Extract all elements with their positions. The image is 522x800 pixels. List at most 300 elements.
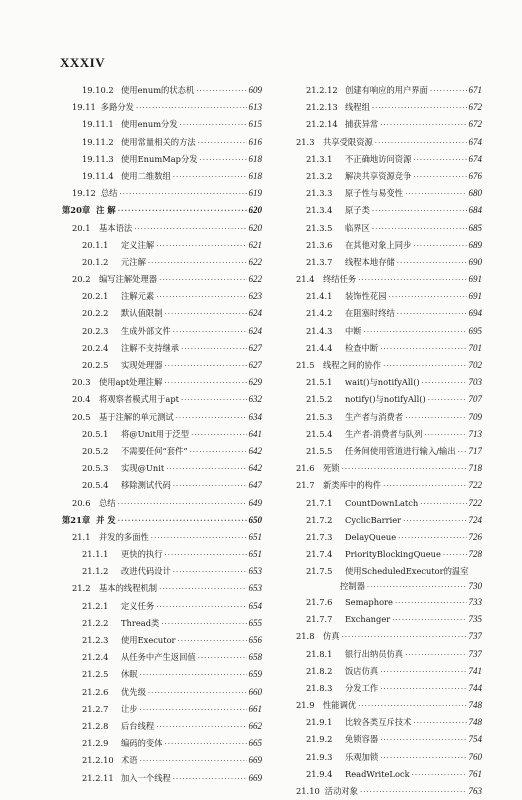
toc-entry-number: 20.5 bbox=[72, 411, 91, 422]
toc-entry-number: 21.2.14 bbox=[306, 119, 338, 130]
toc-subsection-entry bbox=[62, 666, 262, 683]
toc-entry-page: 676 bbox=[468, 170, 482, 181]
toc-entry-page: 651 bbox=[248, 531, 262, 542]
dot-leader bbox=[198, 650, 247, 666]
toc-subsection-entry bbox=[62, 735, 262, 752]
toc-entry-page: 680 bbox=[468, 188, 482, 199]
dot-leader bbox=[165, 736, 247, 752]
toc-subsection-entry bbox=[286, 288, 482, 305]
toc-entry-number: 19.10.2 bbox=[82, 85, 114, 95]
toc-entry-page: 642 bbox=[248, 445, 262, 456]
toc-section-entry bbox=[286, 357, 482, 374]
toc-entry-number: 21.2.9 bbox=[82, 738, 109, 749]
toc-entry-number: 20.5.4 bbox=[82, 480, 109, 491]
dot-leader bbox=[405, 186, 466, 202]
toc-entry-title: Semaphore bbox=[345, 596, 393, 607]
toc-entry-number: 21.8.3 bbox=[306, 682, 333, 693]
toc-entry-title: 使用ScheduledExecutor的温室 bbox=[345, 566, 469, 577]
toc-right-column bbox=[286, 82, 482, 800]
toc-section-entry bbox=[286, 271, 482, 288]
toc-entry-title: CyclicBarrier bbox=[345, 514, 402, 525]
toc-entry-title: notify()与notifyAll() bbox=[345, 394, 426, 405]
dot-leader bbox=[176, 410, 247, 426]
toc-subsection-entry bbox=[62, 718, 262, 735]
toc-entry-number: 21.4.1 bbox=[306, 291, 333, 302]
toc-subsection-entry bbox=[286, 714, 482, 731]
dot-leader bbox=[413, 715, 466, 731]
toc-entry-number: 21.9 bbox=[296, 700, 315, 711]
toc-entry-number: 21.7.6 bbox=[306, 596, 333, 607]
toc-entry-title: 将观察者模式用于apt bbox=[99, 394, 179, 405]
toc-entry-title: 使用Executor bbox=[121, 635, 176, 645]
dot-leader bbox=[161, 616, 246, 632]
toc-entry-number: 21.5.4 bbox=[306, 428, 333, 439]
toc-section-entry bbox=[62, 391, 262, 408]
toc-subsection-entry bbox=[62, 237, 262, 254]
dot-leader bbox=[156, 719, 246, 735]
toc-entry-number: 21.3.3 bbox=[306, 188, 333, 199]
toc-entry-page: 613 bbox=[248, 102, 262, 113]
toc-entry-number: 21.7.5 bbox=[306, 566, 333, 577]
dot-leader bbox=[403, 513, 466, 529]
dot-leader bbox=[173, 478, 247, 494]
toc-entry-title: 线程本地存储 bbox=[345, 256, 395, 267]
toc-entry-page: 761 bbox=[468, 768, 482, 779]
dot-leader bbox=[360, 784, 467, 800]
toc-subsection-entry bbox=[286, 611, 482, 628]
toc-subsection-entry bbox=[62, 563, 262, 580]
toc-entry-page: 662 bbox=[248, 720, 262, 731]
toc-chapter-entry bbox=[62, 512, 262, 529]
toc-entry-number: 21.3.2 bbox=[306, 170, 333, 181]
toc-entry-page: 656 bbox=[248, 635, 262, 645]
toc-subsection-entry bbox=[286, 340, 482, 357]
dot-leader bbox=[397, 306, 467, 322]
toc-entry-number: 21.4.2 bbox=[306, 308, 333, 319]
dot-leader bbox=[136, 100, 247, 116]
toc-entry-title: 让步 bbox=[121, 703, 138, 714]
toc-subsection-entry bbox=[286, 305, 482, 322]
toc-entry-title: 终结任务 bbox=[323, 274, 357, 285]
toc-subsection-entry bbox=[62, 701, 262, 718]
toc-entry-number: 20.6 bbox=[72, 497, 91, 508]
toc-entry-title: 使用EnumMap分发 bbox=[121, 153, 198, 164]
toc-subsection-entry bbox=[286, 220, 482, 237]
dot-leader bbox=[148, 255, 247, 271]
toc-entry-title: 从任务中产生返回值 bbox=[121, 652, 196, 663]
toc-entry-title: 加入一个线程 bbox=[121, 772, 171, 783]
toc-entry-number: 21.7.1 bbox=[306, 497, 333, 508]
toc-subsection-entry bbox=[286, 594, 482, 611]
toc-entry-number: 20.3 bbox=[72, 377, 91, 388]
toc-entry-number: 21.6 bbox=[296, 463, 315, 474]
toc-entry-page: 634 bbox=[248, 411, 262, 422]
dot-leader bbox=[118, 496, 247, 512]
toc-entry-title: 不正确地访问资源 bbox=[345, 153, 412, 164]
toc-entry-title: 性能调优 bbox=[323, 700, 357, 711]
toc-subsection-entry bbox=[286, 323, 482, 340]
dot-leader bbox=[413, 152, 466, 168]
toc-subsection-entry bbox=[62, 598, 262, 615]
toc-subsection-entry bbox=[62, 546, 262, 563]
toc-entry-title: 移除测试代码 bbox=[121, 480, 171, 491]
dot-leader bbox=[148, 685, 247, 701]
toc-entry-number: 21.2.1 bbox=[82, 600, 109, 611]
toc-entry-title: 总结 bbox=[99, 497, 116, 508]
toc-entry-title: 创建有响应的用户界面 bbox=[345, 85, 428, 95]
toc-subsection-entry bbox=[62, 357, 262, 374]
dot-leader bbox=[398, 530, 466, 546]
dot-leader bbox=[191, 427, 246, 443]
toc-subsection-entry bbox=[286, 185, 482, 202]
toc-entry-number: 21.2.10 bbox=[82, 755, 114, 766]
dot-leader bbox=[405, 647, 466, 663]
toc-entry-title: 基本的线程机制 bbox=[99, 583, 158, 594]
toc-entry-title: 生产者-消费者与队列 bbox=[345, 428, 423, 439]
toc-section-entry bbox=[286, 697, 482, 714]
toc-entry-page: 763 bbox=[468, 786, 482, 796]
toc-entry-number: 20.2 bbox=[72, 274, 91, 285]
toc-entry-page: 649 bbox=[248, 497, 262, 508]
dot-leader bbox=[397, 255, 467, 271]
dot-leader bbox=[196, 83, 246, 99]
toc-subsection-entry bbox=[286, 680, 482, 697]
toc-section-entry bbox=[62, 374, 262, 391]
dot-leader bbox=[380, 732, 466, 748]
toc-entry-number: 21.10 bbox=[296, 786, 320, 796]
dot-leader bbox=[181, 341, 246, 357]
toc-entry-title: 使用apt处理注解 bbox=[99, 377, 163, 388]
dot-leader bbox=[190, 444, 247, 460]
toc-subsection-entry bbox=[286, 99, 482, 116]
dot-leader bbox=[413, 238, 466, 254]
toc-entry-title: 线程之间的协作 bbox=[323, 360, 382, 370]
dot-leader bbox=[412, 767, 467, 783]
toc-entry-title: 免锁容器 bbox=[345, 734, 379, 745]
toc-entry-number: 21.9.2 bbox=[306, 734, 333, 745]
toc-entry-title: 装饰性花园 bbox=[345, 291, 387, 302]
dot-leader bbox=[165, 547, 247, 563]
toc-subsection-entry bbox=[62, 168, 262, 185]
toc-entry-page: 622 bbox=[248, 274, 262, 285]
toc-subsection-entry bbox=[62, 151, 262, 168]
toc-entry-number: 19.11.1 bbox=[82, 119, 114, 130]
toc-entry-number: 21.9.4 bbox=[306, 768, 333, 779]
toc-entry-page: 647 bbox=[248, 480, 262, 491]
toc-entry-page: 665 bbox=[248, 738, 262, 749]
toc-subsection-entry bbox=[62, 426, 262, 443]
toc-entry-number: 21.8.1 bbox=[306, 648, 333, 659]
toc-entry-page: 615 bbox=[248, 119, 262, 130]
dot-leader bbox=[358, 698, 466, 714]
toc-entry-page: 627 bbox=[248, 342, 262, 353]
toc-entry-number: 19.11 bbox=[72, 102, 96, 113]
toc-entry-number: 21.7 bbox=[296, 480, 315, 491]
toc-entry-page: 722 bbox=[468, 497, 482, 508]
toc-entry-number: 21.5.1 bbox=[306, 377, 333, 388]
toc-entry-number: 20.5.1 bbox=[82, 428, 109, 439]
toc-subsection-entry bbox=[62, 134, 262, 151]
toc-subsection-entry bbox=[286, 563, 482, 580]
toc-section-entry bbox=[62, 271, 262, 288]
toc-entry-title: 基于注解的单元测试 bbox=[99, 411, 174, 422]
toc-entry-number: 21.2.2 bbox=[82, 617, 109, 628]
toc-entry-number: 19.11.3 bbox=[82, 153, 114, 164]
toc-entry-page: 741 bbox=[468, 665, 482, 676]
toc-subsection-entry bbox=[286, 529, 482, 546]
dot-leader bbox=[458, 444, 467, 460]
toc-entry-title: 注解不支持继承 bbox=[121, 342, 180, 353]
toc-entry-page: 695 bbox=[468, 325, 482, 336]
toc-section-entry bbox=[62, 529, 262, 546]
toc-subsection-entry bbox=[62, 770, 262, 787]
toc-entry-page: 748 bbox=[468, 700, 482, 711]
toc-entry-number: 21.4.3 bbox=[306, 325, 333, 336]
toc-subsection-entry bbox=[62, 443, 262, 460]
toc-section-entry bbox=[286, 134, 482, 151]
toc-entry-number: 20.2.1 bbox=[82, 291, 109, 302]
toc-entry-title: 新类库中的构件 bbox=[323, 480, 382, 491]
toc-entry-page: 624 bbox=[248, 325, 262, 336]
toc-entry-title: 使用enum的状态机 bbox=[121, 85, 195, 95]
toc-entry-number: 20.1.1 bbox=[82, 239, 109, 250]
toc-entry-number: 19.11.2 bbox=[82, 136, 114, 147]
toc-subsection-entry bbox=[286, 749, 482, 766]
dot-leader bbox=[424, 427, 466, 443]
toc-entry-number: 21.7.2 bbox=[306, 514, 333, 525]
toc-entry-number: 20.4 bbox=[72, 394, 91, 405]
toc-entry-title: 临界区 bbox=[345, 222, 370, 233]
dot-leader bbox=[395, 595, 467, 611]
toc-entry-title: wait()与notifyAll() bbox=[345, 377, 420, 388]
toc-entry-number: 21.8.2 bbox=[306, 665, 333, 676]
dot-leader bbox=[164, 375, 246, 391]
toc-entry-title: 在阻塞时终结 bbox=[345, 308, 395, 319]
toc-entry-title: 多路分发 bbox=[100, 102, 134, 113]
toc-entry-page: 685 bbox=[468, 222, 482, 233]
toc-section-entry bbox=[286, 783, 482, 800]
toc-entry-page: 718 bbox=[468, 463, 482, 474]
toc-subsection-entry bbox=[286, 168, 482, 185]
dot-leader bbox=[372, 203, 467, 219]
page-number: XXXIV bbox=[60, 55, 106, 70]
toc-entry-title: 死锁 bbox=[323, 463, 340, 474]
toc-entry-number: 21.2.8 bbox=[82, 720, 109, 731]
toc-entry-page: 660 bbox=[248, 686, 262, 697]
toc-entry-number: 21.5.2 bbox=[306, 394, 333, 405]
toc-entry-page: 654 bbox=[248, 600, 262, 611]
toc-subsection-entry bbox=[286, 116, 482, 133]
toc-entry-number: 20.2.2 bbox=[82, 308, 109, 319]
toc-subsection-entry bbox=[286, 374, 482, 391]
toc-entry-title: 分发工作 bbox=[345, 682, 379, 693]
toc-entry-number: 21.1.1 bbox=[82, 549, 109, 560]
toc-entry-page: 694 bbox=[468, 308, 482, 319]
dot-leader bbox=[380, 750, 466, 766]
toc-entry-title: Exchanger bbox=[345, 614, 391, 625]
toc-section-entry bbox=[62, 495, 262, 512]
toc-entry-page: 701 bbox=[468, 342, 482, 353]
toc-entry-title: 实现@Unit bbox=[121, 463, 165, 474]
dot-leader bbox=[140, 753, 247, 769]
toc-entry-title: DelayQueue bbox=[345, 531, 397, 542]
toc-entry-number: 21.2.7 bbox=[82, 703, 109, 714]
toc-entry-title: 元注解 bbox=[121, 256, 146, 267]
toc-entry-title: 编写注解处理器 bbox=[99, 274, 158, 285]
toc-entry-page: 726 bbox=[468, 531, 482, 542]
toc-entry-title: 后台线程 bbox=[121, 720, 155, 731]
toc-section-entry bbox=[286, 628, 482, 645]
toc-entry-title: PriorityBlockingQueue bbox=[345, 549, 441, 560]
toc-entry-title: 控制器 bbox=[340, 581, 365, 592]
dot-leader bbox=[342, 629, 467, 645]
toc-entry-number: 21.7.4 bbox=[306, 549, 333, 560]
toc-entry-title: 在其他对象上同步 bbox=[345, 239, 412, 250]
toc-section-entry bbox=[62, 409, 262, 426]
toc-entry-page: 689 bbox=[468, 239, 482, 250]
toc-entry-title: Thread类 bbox=[121, 617, 160, 628]
toc-subsection-entry bbox=[286, 512, 482, 529]
toc-entry-page: 622 bbox=[248, 256, 262, 267]
toc-subsection-entry bbox=[286, 766, 482, 783]
toc-entry-page: 691 bbox=[468, 274, 482, 285]
toc-entry-page: 684 bbox=[468, 205, 482, 216]
dot-leader bbox=[173, 564, 247, 580]
dot-leader bbox=[367, 581, 467, 594]
toc-entry-number: 21.1 bbox=[72, 531, 91, 542]
toc-section-entry bbox=[286, 477, 482, 494]
dot-leader bbox=[383, 478, 466, 494]
toc-subsection-entry bbox=[286, 580, 482, 594]
toc-entry-title: 原子性与易变性 bbox=[345, 188, 404, 199]
toc-subsection-entry bbox=[286, 409, 482, 426]
toc-entry-title: 生产者与消费者 bbox=[345, 411, 404, 422]
toc-entry-title: 检查中断 bbox=[345, 342, 379, 353]
toc-entry-number: 第21章 bbox=[62, 514, 91, 525]
toc-subsection-entry bbox=[286, 254, 482, 271]
dot-leader bbox=[200, 152, 247, 168]
toc-entry-number: 21.2.12 bbox=[306, 85, 338, 95]
toc-entry-number: 21.2.13 bbox=[306, 102, 338, 113]
toc-entry-title: 中断 bbox=[345, 325, 362, 336]
dot-leader bbox=[358, 272, 466, 288]
toc-entry-number: 21.4.4 bbox=[306, 342, 333, 353]
dot-leader bbox=[151, 530, 247, 546]
toc-section-entry bbox=[62, 580, 262, 597]
dot-leader bbox=[428, 392, 467, 408]
toc-entry-title: 基本语法 bbox=[99, 222, 133, 233]
dot-leader bbox=[166, 461, 246, 477]
dot-leader bbox=[140, 702, 247, 718]
toc-entry-page: 760 bbox=[468, 751, 482, 762]
toc-entry-page: 674 bbox=[468, 136, 482, 147]
dot-leader bbox=[420, 496, 466, 512]
toc-subsection-entry bbox=[62, 305, 262, 322]
toc-subsection-entry bbox=[62, 752, 262, 769]
toc-entry-number: 21.2.6 bbox=[82, 686, 109, 697]
toc-entry-page: 669 bbox=[248, 772, 262, 783]
toc-entry-title: 捕获异常 bbox=[345, 119, 379, 130]
toc-entry-page: 616 bbox=[248, 136, 262, 147]
toc-entry-page: 744 bbox=[468, 682, 482, 693]
toc-subsection-entry bbox=[62, 684, 262, 701]
toc-entry-page: 722 bbox=[468, 480, 482, 491]
toc-entry-number: 21.4 bbox=[296, 274, 315, 285]
toc-entry-page: 659 bbox=[248, 669, 262, 680]
toc-entry-number: 21.2 bbox=[72, 583, 91, 594]
dot-leader bbox=[392, 612, 466, 628]
toc-entry-title: 改进代码设计 bbox=[121, 566, 171, 577]
toc-entry-title: ReadWriteLock bbox=[345, 768, 410, 779]
dot-leader bbox=[134, 221, 246, 237]
toc-entry-title: 休眠 bbox=[121, 669, 138, 680]
toc-entry-title: 总结 bbox=[100, 188, 118, 199]
toc-entry-page: 629 bbox=[248, 377, 262, 388]
toc-entry-page: 618 bbox=[248, 153, 262, 164]
toc-section-entry bbox=[62, 99, 262, 116]
toc-subsection-entry bbox=[62, 615, 262, 632]
toc-subsection-entry bbox=[62, 340, 262, 357]
toc-entry-page: 658 bbox=[248, 652, 262, 663]
dot-leader bbox=[430, 83, 467, 99]
toc-entry-page: 713 bbox=[468, 428, 482, 439]
toc-entry-page: 669 bbox=[248, 755, 262, 766]
toc-entry-page: 672 bbox=[468, 102, 482, 113]
toc-entry-page: 672 bbox=[468, 119, 482, 130]
toc-entry-page: 730 bbox=[468, 581, 482, 592]
toc-entry-page: 653 bbox=[248, 566, 262, 577]
dot-leader bbox=[173, 169, 247, 185]
dot-leader bbox=[342, 461, 467, 477]
toc-subsection-entry bbox=[286, 82, 482, 99]
toc-entry-page: 632 bbox=[248, 394, 262, 405]
toc-entry-page: 709 bbox=[468, 411, 482, 422]
toc-entry-number: 20.2.4 bbox=[82, 342, 109, 353]
toc-entry-page: 641 bbox=[248, 428, 262, 439]
toc-entry-page: 619 bbox=[248, 188, 262, 199]
toc-entry-number: 21.7.7 bbox=[306, 614, 333, 625]
dot-leader bbox=[180, 117, 247, 133]
toc-entry-page: 627 bbox=[248, 360, 262, 370]
toc-entry-page: 620 bbox=[248, 222, 262, 233]
toc-entry-page: 671 bbox=[468, 85, 482, 95]
toc-subsection-entry bbox=[62, 82, 262, 99]
toc-entry-title: 实现处理器 bbox=[121, 360, 163, 370]
toc-entry-title: 定义注解 bbox=[121, 239, 155, 250]
dot-leader bbox=[165, 306, 247, 322]
dot-leader bbox=[413, 169, 466, 185]
toc-entry-page: 623 bbox=[248, 291, 262, 302]
toc-entry-page: 624 bbox=[248, 308, 262, 319]
dot-leader bbox=[181, 392, 247, 408]
toc-entry-title: 乐观加锁 bbox=[345, 751, 379, 762]
toc-entry-page: 754 bbox=[468, 734, 482, 745]
toc-entry-page: 621 bbox=[248, 239, 262, 250]
toc-entry-number: 21.7.3 bbox=[306, 531, 333, 542]
dot-leader bbox=[422, 375, 467, 391]
toc-entry-page: 653 bbox=[248, 583, 262, 594]
toc-entry-title: 使用enum分发 bbox=[121, 119, 178, 130]
dot-leader bbox=[372, 221, 467, 237]
dot-leader bbox=[159, 581, 246, 597]
toc-subsection-entry bbox=[62, 632, 262, 649]
toc-entry-page: 674 bbox=[468, 153, 482, 164]
toc-entry-page: 737 bbox=[468, 631, 482, 642]
toc-subsection-entry bbox=[62, 323, 262, 340]
toc-entry-page: 728 bbox=[468, 549, 482, 560]
toc-section-entry bbox=[62, 220, 262, 237]
toc-entry-title: 注 解 bbox=[96, 205, 116, 216]
